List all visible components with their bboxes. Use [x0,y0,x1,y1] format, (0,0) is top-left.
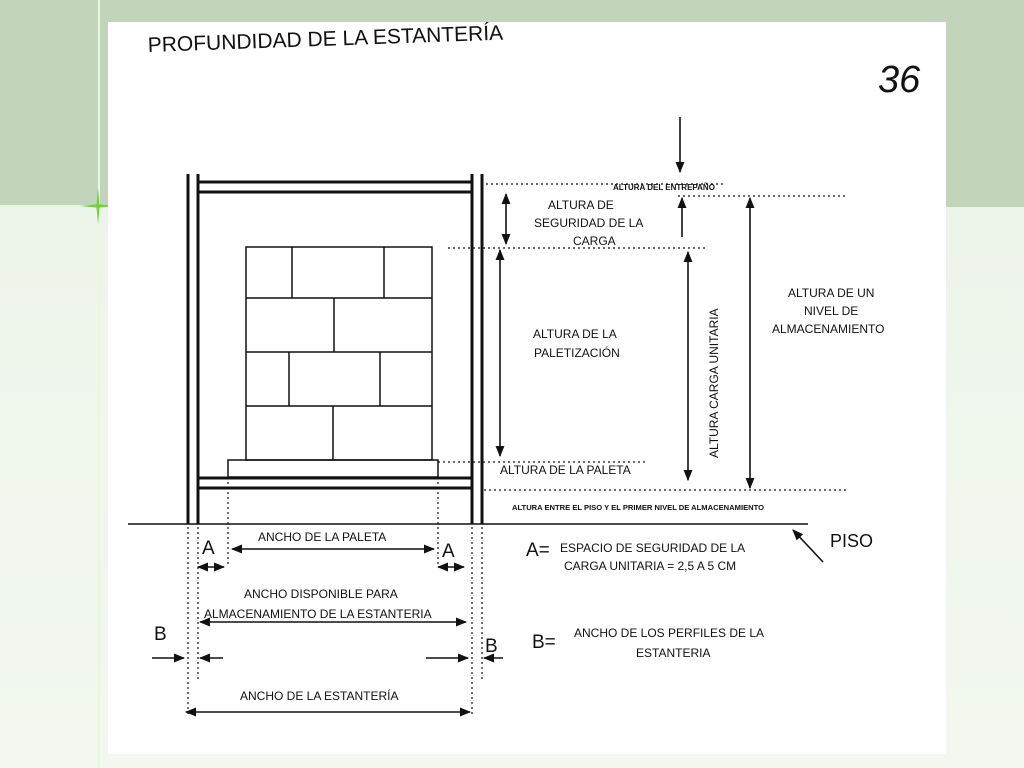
label-altura-entrepano: ALTURA DEL ENTREPAÑO [613,183,715,192]
label-ancho-estanteria: ANCHO DE LA ESTANTERÍA [240,689,399,703]
label-altura-carga-unitaria: ALTURA CARGA UNITARIA [707,308,721,458]
label-a-def-key: A= [526,540,550,561]
dimension-arrows-horizontal [152,530,823,712]
label-altura-paletizacion-2: PALETIZACIÓN [534,346,620,360]
label-b-right: B [485,636,498,657]
page-number: 36 [878,59,921,101]
label-b-def-2: ESTANTERIA [636,646,711,660]
label-altura-paleta: ALTURA DE LA PALETA [500,463,631,477]
pallet [228,460,438,477]
label-ancho-disponible-2: ALMACENAMIENTO DE LA ESTANTERIA [204,607,432,621]
label-altura-piso-nivel: ALTURA ENTRE EL PISO Y EL PRIMER NIVEL DE ALMACENAMIENTO [512,503,765,512]
label-altura-seguridad-1: ALTURA DE [548,198,614,212]
decorative-vertical-line [98,0,100,768]
label-b-def-1: ANCHO DE LOS PERFILES DE LA [574,626,765,640]
label-altura-seguridad-2: SEGURIDAD DE LA [534,216,644,230]
label-ancho-disponible-1: ANCHO DISPONIBLE PARA [244,587,398,601]
label-altura-paletizacion-1: ALTURA DE LA [533,327,617,341]
label-altura-nivel-2: NIVEL DE [804,304,859,318]
label-b-left: B [154,624,167,645]
shelf-upright-left [188,174,198,524]
slide-canvas [108,22,946,754]
shelf-beam-top [198,182,472,192]
label-a-def-2: CARGA UNITARIA = 2,5 A 5 CM [564,559,737,573]
label-b-def-key: B= [532,632,556,653]
label-a-left: A [202,538,215,559]
shelving-diagram [108,22,946,754]
shelf-upright-right [472,174,482,524]
label-piso: PISO [830,531,874,551]
label-altura-nivel-3: ALMACENAMIENTO [772,322,885,336]
stacked-boxes [246,247,432,460]
label-a-def-1: ESPACIO DE SEGURIDAD DE LA [560,541,746,555]
label-altura-seguridad-3: CARGA [573,234,616,248]
label-altura-nivel-1: ALTURA DE UN [788,286,875,300]
shelf-beam-bottom [198,478,472,488]
page-title: PROFUNDIDAD DE LA ESTANTERÍA [147,22,504,57]
label-ancho-paleta: ANCHO DE LA PALETA [258,530,387,544]
label-a-right: A [442,541,455,562]
